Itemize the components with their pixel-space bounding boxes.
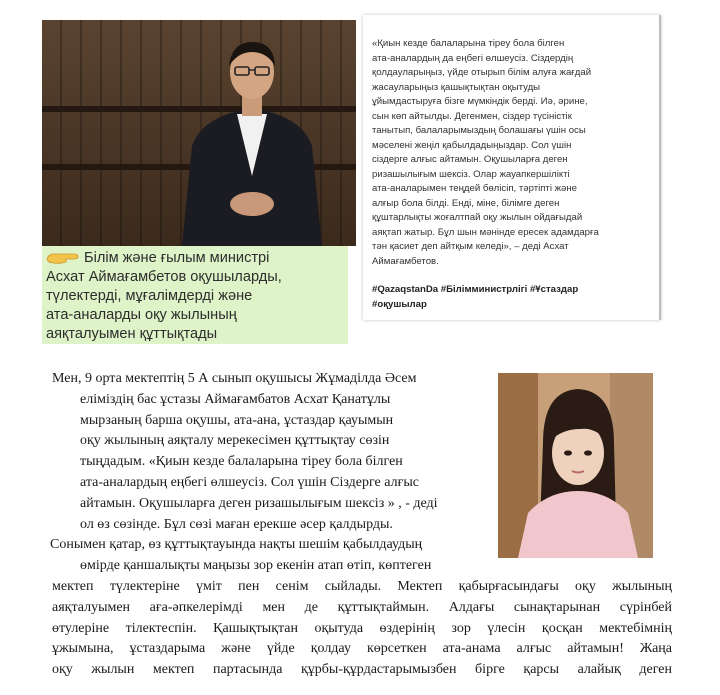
headline-line: түлектерді, мұғалімдерді және	[46, 288, 253, 304]
essay-line: оқу жылын мектеп партасында құрбы-құрдастарымызбен бірге қарсы алайық деген	[52, 662, 672, 678]
essay-line: ата-аналардың еңбегі өлшеусіз. Сол үшін Сіздерге алғыс	[80, 474, 419, 490]
minister-photo	[42, 20, 356, 246]
hashtags: #QazaqstanDa #Білімминистрлігі #Ұстаздар #оқушылар	[372, 284, 579, 310]
essay-line: еліміздің бас ұстазы Аймағамбатов Асхат Қанатұлы	[80, 391, 391, 407]
headline-line: Білім және ғылым министрі	[46, 249, 348, 268]
page-bottom-edge	[0, 688, 720, 695]
essay-line: мырзаның барша оқушы, ата-ана, ұстаздар қауымын	[80, 412, 394, 428]
news-headline	[42, 246, 348, 344]
essay-line: ұжымына, ұстаздарыма және үйде қолдау көрсеткен ата-анама алғыс айтамын! Жаңа	[52, 641, 672, 657]
essay-line: мектеп түлектеріне үміт пен сенім сыйлады. Мектеп қабырғасындағы оқу жылының	[52, 578, 672, 594]
essay-line: тыңдадым. «Қиын кезде балаларына тіреу бола білген	[80, 454, 403, 470]
essay-line: айтамын. Оқушыларға деген ризашылығым шексіз » , - деді	[80, 495, 438, 511]
headline-line: Асхат Аймағамбетов оқушыларды,	[46, 269, 282, 285]
essay-text	[52, 369, 682, 681]
minister-figure	[162, 36, 342, 246]
essay-line: оқу жылының аяқталу мерекесімен құттықтау сөзін	[80, 433, 390, 449]
essay-line: аяқталуымен аға-әпкелерімді мен де құттықтаймын. Алдағы сынақтарынан сүрінбей	[52, 599, 672, 615]
essay-line: Мен, 9 орта мектептің 5 А сынып оқушысы Жұмаділда Әсем	[52, 371, 417, 386]
quote-card	[363, 15, 661, 320]
headline-line: аяқталуымен құттықтады	[46, 326, 218, 342]
headline-line: ата-аналарды оқу жылының	[46, 307, 237, 323]
essay-line: өмірде қаншалықты маңызы зор екенін атап өтіп, көптеген	[80, 558, 432, 574]
essay-line: ол өз сөзінде. Бұл сөзі маған ерекше әсер қалдырды.	[80, 516, 393, 532]
essay-line: Сонымен қатар, өз құттықтауында нақты шешім қабылдаудың	[50, 537, 423, 553]
quote-text: «Қиын кезде балаларына тіреу бола білген ата-аналардың да еңбегі өлшеусіз. Сіздердің қолдауларыңыз, үйде отырып білім алуға жағдай жасауларыңыз қашықтықтан оқытуды ұйымдастыруға бізге мүмкіндік берді. Иә, әрине, сын көп айтылды. Дегенмен, сіздер түсіністік танытып, балаларымыздың болашағы үшін осы мәселені жеңіл қабылдадыңыздар. Сол үшін сіздерге алғыс айтамын. Оқушыларға деген ризашылығым шексіз. Олар жауапкершілікті ата-аналарымен теңдей бөлісіп, тәртіпті және алғыр бола білді. Енді, міне, білімге деген құштарлықты жоғалтпай оқу жылын ойдағыдай аяқтап жатыр. Бұл шын мәнінде ересек адамдарға тән қасиет деп айтқым келеді», – деді Асхат Аймағамбетов.	[372, 38, 599, 267]
pointing-hand-icon	[46, 250, 80, 264]
essay-line: өтулеріне тілектеспін. Қашықтықтан оқытуда өздерінің зор үлесін қосқан мектебімнің	[52, 620, 672, 636]
